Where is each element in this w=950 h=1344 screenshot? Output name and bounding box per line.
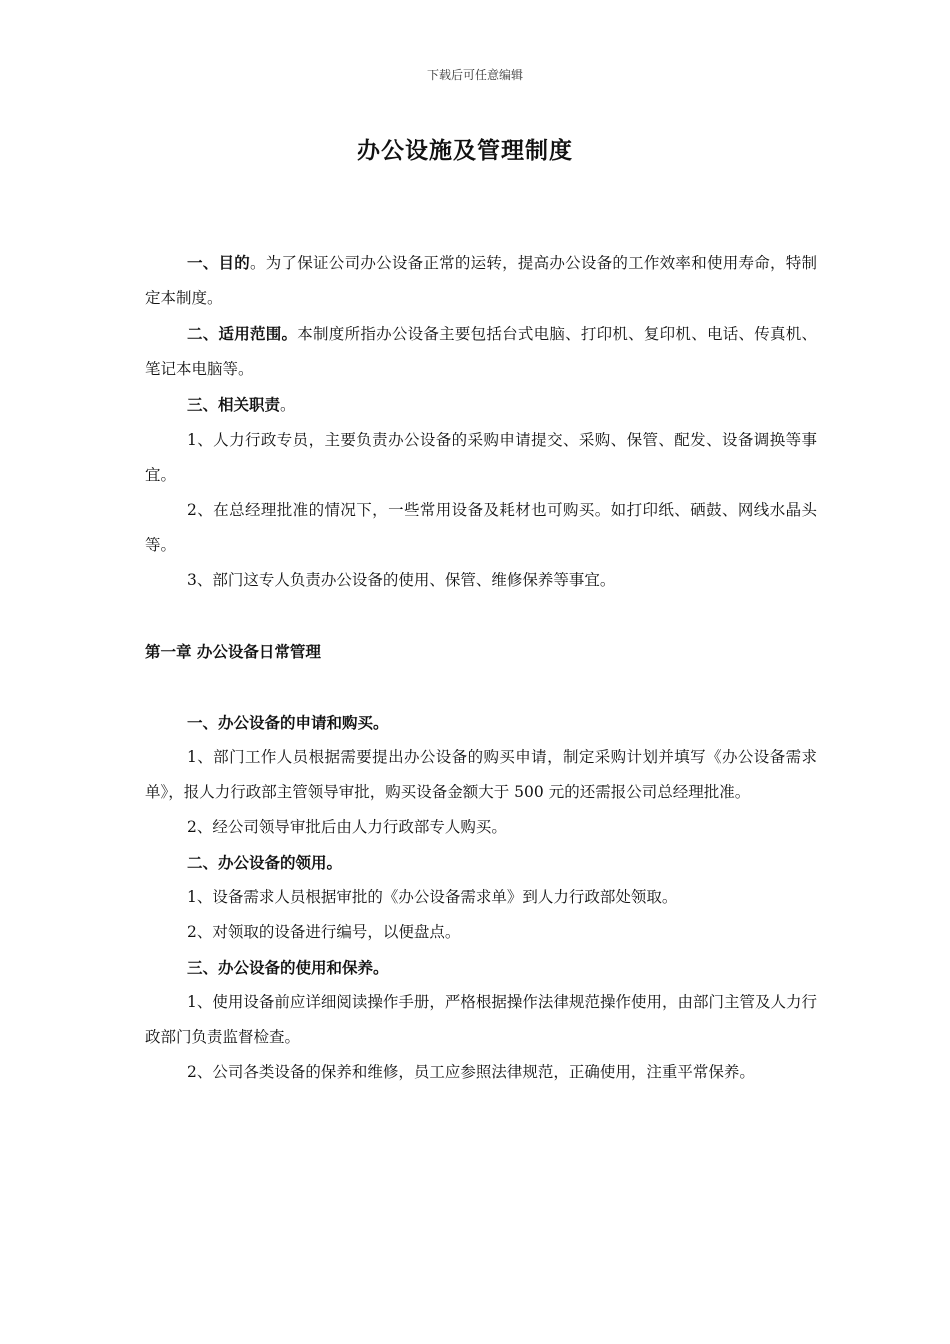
chapter-heading: 第一章 办公设备日常管理 [145, 642, 321, 661]
document-title: 办公设施及管理制度 [357, 137, 573, 164]
list-item: 1、部门工作人员根据需要提出办公设备的购买申请，制定采购计划并填写《办公设备需求单》，报人力行政部主管领导审批，购买设备金额大于 500 元的还需报公司总经理批准。 [145, 748, 817, 801]
section-text: 本制度所指办公设备主要包括台式电脑、打印机、复印机、电话、传真机、笔记本电脑等。 [145, 325, 817, 378]
section-heading: 三、相关职责 [187, 395, 281, 414]
document-body [145, 245, 817, 1090]
list-item: 2、经公司领导审批后由人力行政部专人购买。 [187, 818, 507, 836]
subsection-heading: 三、办公设备的使用和保养。 [187, 958, 389, 977]
subsection-heading: 一、办公设备的申请和购买。 [187, 713, 389, 732]
list-item: 2、公司各类设备的保养和维修，员工应参照法律规范，正确使用，注重平常保养。 [187, 1063, 755, 1081]
list-item: 3、部门这专人负责办公设备的使用、保管、维修保养等事宜。 [187, 571, 616, 589]
section-text: 。为了保证公司办公设备正常的运转，提高办公设备的工作效率和使用寿命，特制定本制度。 [145, 254, 817, 307]
section-purpose [145, 245, 817, 316]
section-scope [145, 316, 817, 387]
list-item: 1、使用设备前应详细阅读操作手册，严格根据操作法律规范操作使用，由部门主管及人力行政部门负责监督检查。 [145, 993, 817, 1046]
section-heading-tail: 。 [280, 396, 296, 414]
page-header: 下载后可任意编辑 [426, 68, 523, 82]
section-heading: 一、目的 [187, 253, 251, 272]
subsection-heading: 二、办公设备的领用。 [187, 853, 343, 872]
list-item: 1、设备需求人员根据审批的《办公设备需求单》到人力行政部处领取。 [187, 888, 678, 906]
list-item: 2、对领取的设备进行编号，以便盘点。 [187, 923, 461, 941]
list-item: 2、在总经理批准的情况下，一些常用设备及耗材也可购买。如打印纸、硒鼓、网线水晶头等。 [145, 501, 817, 554]
list-item: 1、人力行政专员，主要负责办公设备的采购申请提交、采购、保管、配发、设备调换等事宜。 [145, 431, 817, 484]
section-heading: 二、适用范围。 [187, 324, 298, 343]
section-duties [145, 387, 817, 423]
